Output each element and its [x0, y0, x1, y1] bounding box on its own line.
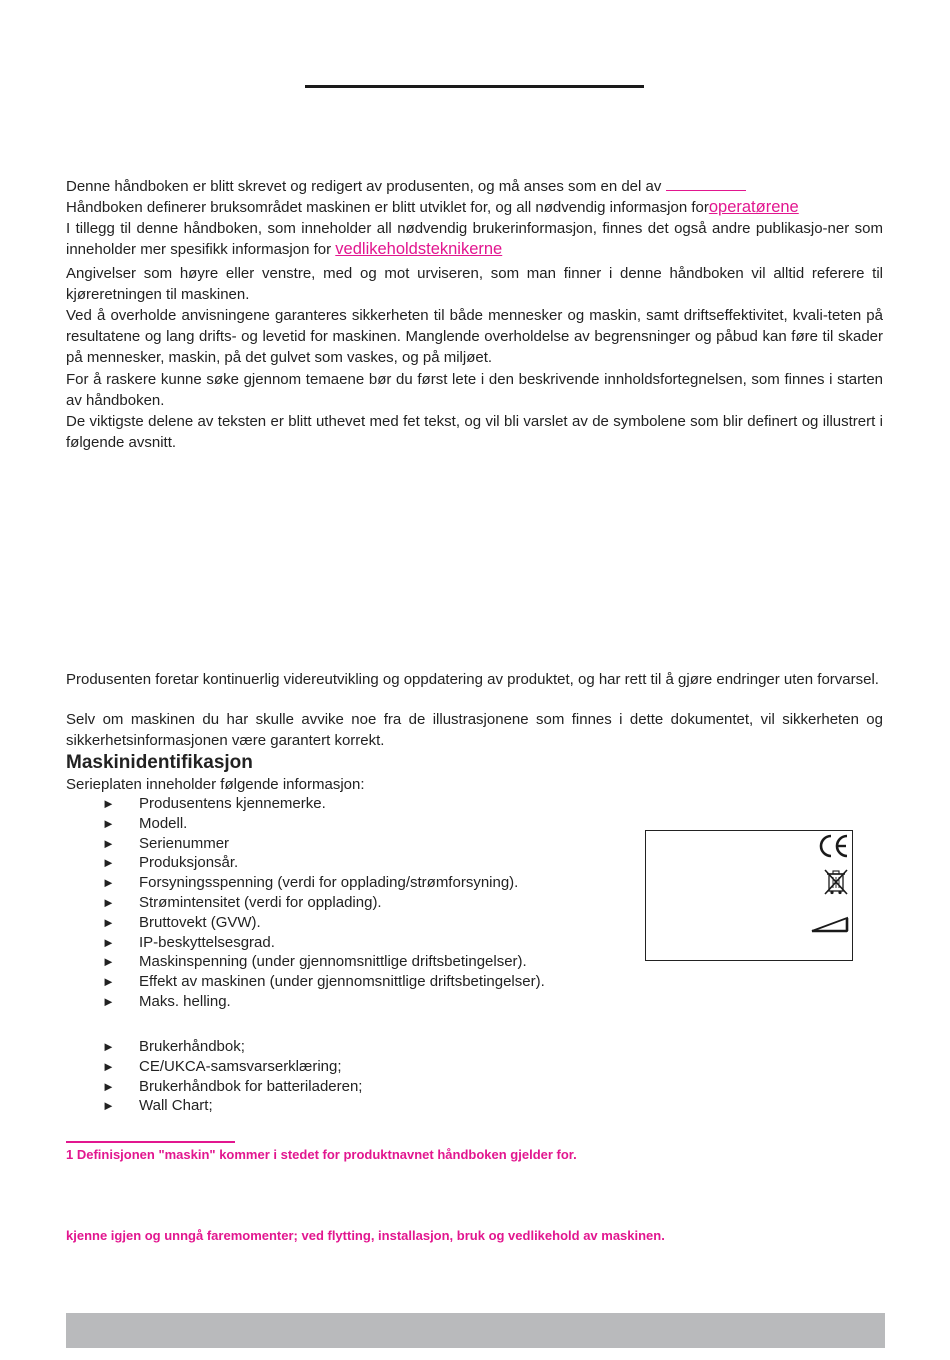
direction-paragraph: Angivelser som høyre eller venstre, med og mot urviseren, som man finner i denne håndboken vil alltid referere til kjøreretningen til maskinen. — [66, 265, 883, 303]
serial-plate-diagram — [645, 830, 853, 961]
list-item: ► Strømintensitet (verdi for opplading). — [102, 893, 382, 911]
bold-text-paragraph: De viktigste delene av teksten er blitt uthevet med fet tekst, og vil bli varslet av de symbolene som blir definert og illustrert i følgende avsnitt. — [66, 413, 883, 451]
bullet-icon: ► — [102, 1039, 115, 1054]
bullet-icon: ► — [102, 974, 115, 990]
list-item: ► Serienummer — [102, 834, 230, 852]
intro-text — [66, 176, 883, 260]
list-item: ► CE/UKCA-samsvarserklæring; — [102, 1057, 342, 1075]
list-item: ► Effekt av maskinen (under gjennomsnittlige driftsbetingelser). — [102, 973, 545, 991]
footnote-1: 1 Definisjonen "maskin" kommer i stedet for produktnavnet håndboken gjelder for. — [66, 1147, 577, 1162]
bullet-icon: ► — [102, 1058, 115, 1074]
list-item: ► Forsyningsspenning (verdi for opplading/strømforsyning). — [102, 874, 519, 892]
list-item: ► Maskinspenning (under gjennomsnittlige driftsbetingelser). — [102, 953, 527, 971]
serial-plate-info-list — [66, 794, 545, 1012]
updates-paragraph: Produsenten foretar kontinuerlig videreutvikling og oppdatering av produktet, og har rett til å gjøre endringer uten forvarsel. — [66, 671, 879, 688]
bullet-icon: ► — [102, 993, 115, 1009]
list-item: ► Bruttovekt (GVW). — [102, 913, 261, 931]
footnote-2: kjenne igjen og unngå faremomenter; ved flytting, installasjon, bruk og vedlikehold av maskinen. — [66, 1228, 665, 1243]
list-item: ► Wall Chart; — [102, 1097, 213, 1115]
bullet-icon: ► — [102, 954, 115, 970]
list-item: ► Brukerhåndbok; — [102, 1038, 245, 1055]
slope-icon — [810, 915, 850, 933]
ce-mark-icon — [818, 833, 850, 859]
safety-paragraph: Ved å overholde anvisningene garanteres sikkerheten til både mennesker og maskin, samt driftseffektivitet, kvali-teten på resultatene og lang drifts- og levetid for maskinen. Manglende overholdelse av begrensninger og påbud kan føre til skader på mennesker, maskin, på det gulvet som vaskes, og på miljøet. — [66, 307, 883, 366]
list-item: ► Modell. — [102, 814, 188, 832]
intro-line-2: Håndboken definerer bruksområdet maskinen er blitt utviklet for, og all nødvendig informasjon for — [66, 199, 709, 216]
bullet-icon: ► — [102, 796, 115, 811]
toc-paragraph: For å raskere kunne søke gjennom temaene bør du først lete i den beskrivende innholdsfortegnelsen, som finnes i starten av håndboken. — [66, 371, 883, 409]
list-item: ► Maks. helling. — [102, 992, 231, 1010]
serial-plate-intro: Serieplaten inneholder følgende informasjon: — [66, 776, 365, 793]
bullet-icon: ► — [102, 894, 115, 910]
bullet-icon: ► — [102, 835, 115, 851]
intro-line-3: I tillegg til denne håndboken, som inneholder all nødvendig brukerinformasjon, finnes det også andre publikasjo-ner som inneholder mer spesifikk informasjon for — [66, 220, 883, 258]
bullet-icon: ► — [102, 1078, 115, 1094]
list-item: ► Produsentens kjennemerke. — [102, 795, 326, 812]
list-item: ► Brukerhåndbok for batteriladeren; — [102, 1077, 363, 1095]
operators-link[interactable]: operatørene — [708, 198, 799, 216]
list-item: ► Produksjonsår. — [102, 854, 239, 872]
title-rule — [305, 85, 644, 88]
bullet-icon: ► — [102, 914, 115, 930]
bullet-icon: ► — [102, 815, 115, 831]
footnote-rule — [66, 1141, 235, 1143]
page-footer-bar — [66, 1313, 885, 1348]
weee-bin-icon — [822, 868, 850, 896]
missing-reference-line — [666, 178, 746, 191]
section-heading: Maskinidentifikasjon — [66, 752, 253, 773]
bullet-icon: ► — [102, 934, 115, 950]
list-item: ► IP-beskyttelsesgrad. — [102, 933, 275, 951]
supplied-documents-list — [66, 1037, 362, 1116]
maintenance-technicians-link[interactable]: vedlikeholdsteknikerne — [335, 240, 503, 258]
bullet-icon: ► — [102, 1098, 115, 1114]
bullet-icon: ► — [102, 855, 115, 871]
intro-line-1: Denne håndboken er blitt skrevet og redigert av produsenten, og må anses som en del av — [66, 178, 662, 195]
bullet-icon: ► — [102, 875, 115, 891]
illustrations-paragraph: Selv om maskinen du har skulle avvike noe fra de illustrasjonene som finnes i dette dokumentet, vil sikkerheten og sikkerhetsinformasjonen være garantert korrekt. — [66, 711, 883, 749]
